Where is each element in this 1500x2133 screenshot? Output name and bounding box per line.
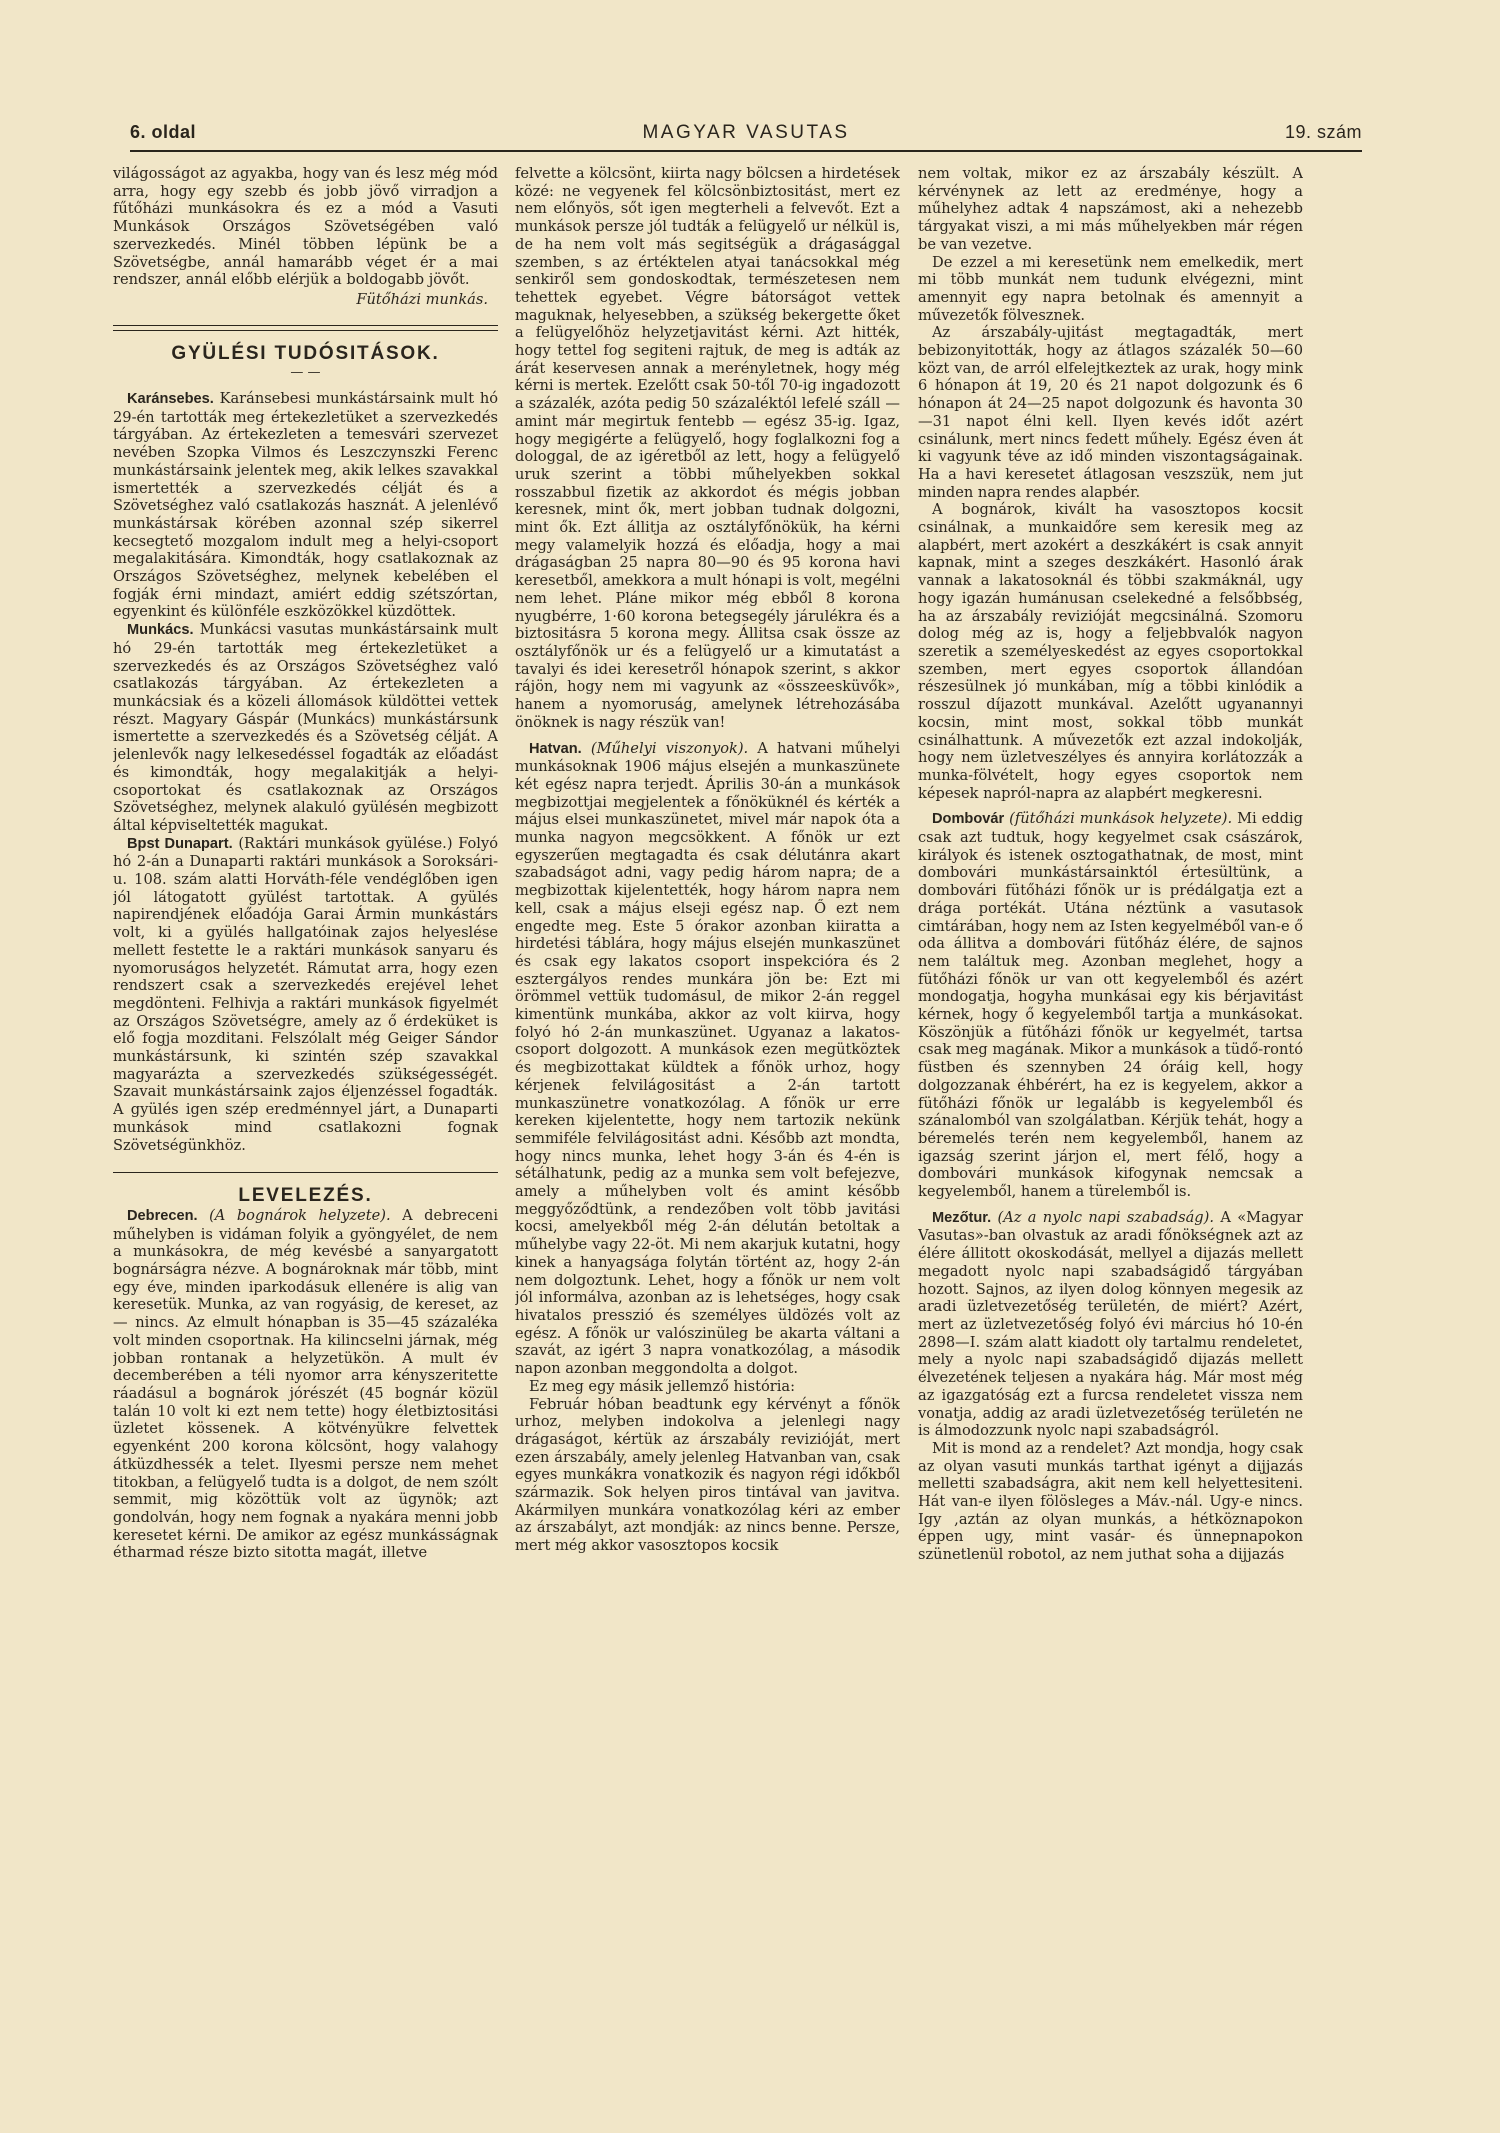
letter-continuation: felvette a kölcsönt, kiirta nagy bölcsen a hirdetések közé: ne vegyenek fel kölcsönbiztositást, mert ez nem előnyös, sőt igen megterheli a felvevőt. Ezt a munkások persze jól tudták a felügyelő ur nélkül is, de ha nem volt más segitségük a drágasággal szemben, s az értéktelen atyai tanácsokkal még senkiről sem gondoskodtak, természetesen nem tehettek egyebet. Végre bátorságot vettek maguknak, helyesebben, a szükség bekergette őket a felügyelőhöz helyzetjavitást kérni. Azt hitték, hogy tettel fog segiteni rajtuk, de meg is adták az árát keservesen annak a merényletnek, hogy még kérni is mertek. Ezelőtt csak 50-től 70-ig ingadozott a százalék, azóta pedig 50 százaléktól lefelé száll — amint már megirtuk fentebb — egész 35-ig. Igaz, hogy megigérte a felügyelő, hogy foglalkozni fog a dologgal, de az igéretből az lett, hogy a felügyelő uruk szerint a többi műhelyekben sokkal rosszabbul fizetik az akkordot és mégis jobban keresnek, mint ők, mert jobban tudnak dolgozni, mint ők. Ezt állitja az osztályfőnökük, ha kérni megy valamelyik hozzá és előadja, hogy a mai drágaságban 25 napra 80—90 és 95 korona havi keresetből, amekkora a mult hónapi is volt, megélni nem lehet. Pláne mikor még ebből 8 korona nyugbérre, 1·60 korona betegsegély járulékra és a biztositásra 5 korona megy. Állitsa csak össze az osztályfőnök ur és a felügyelő ur a kimutatást a tavalyi és idei keresetről hónapok szerint, s akkor rájön, hogy nem mi vagyunk az «összeesküvők», hanem a nyomoruság, amelynek létrehozásába önöknek is nagy részük van! [515, 165, 900, 731]
letter-lead: Dombovár [932, 811, 1005, 828]
letter-paragraph: Ez meg egy másik jellemző história: [529, 1377, 796, 1395]
letter-dombovar [918, 810, 1303, 1200]
letter-hatvan [515, 740, 900, 1378]
letter-subtitle: (Műhelyi viszonyok). [590, 739, 749, 757]
section-title-levelezes: LEVELEZÉS. [238, 1185, 373, 1207]
letter-lead: Mezőtur. [932, 1209, 992, 1226]
report-lead: Karánsebes. [127, 391, 214, 408]
letter-text: A hatvani műhelyi munkásoknak 1906 május elsején a munkaszünete két egész napra terjedt. Április 30-án a munkások megbizottjai megjelentek a főnöküknél és kérték a május elsei munkaszünetet, mivel már napok óta a munka nagyon megcsökkent. A főnök ur ezt egyszerűen megtagadta és csak délutánra akart szabadságot adni, vagy pedig három napra; de a megbizottak kijelentették, hogy három napra nem kell, csak a május elseji egész nap. Ő ezt nem engedte meg. Este 5 órakor azonban kiiratta a hirdetési táblára, hogy május elsején munkaszünet és csak egy lakatos csoport inspekcióra és 2 esztergályos rendes munkára jön be: Ezt mi örömmel vettük tudomásul, de mikor 2-án reggel kimentünk munkába, akkor az volt kiirva, hogy folyó hó 2-án munkaszünet. Ugyanaz a lakatos-csoport dolgozott. A munkások ezen megütköztek és megbizottakat küldtek a főnök urhoz, hogy kérjenek felvilágositást a 2-án tartott munkaszünetre vonatkozólag. A főnök ur erre kereken kijelentette, hogy nem tartozik nekünk semmiféle felvilágositást adni. Később azt mondta, hogy nincs munka, lehet hogy 3-án és 4-én is sétálhatunk, pedig az a munka sem volt befejezve, amely a műhelyben volt és amint később meggyőződtünk, a rendezőben volt több javitási kocsi, amelyekből még 2-án délután betoltak a műhelybe vagy 22-öt. Mi nem akarjuk kutatni, hogy kinek a hanyagsága folytán történt az, hogy 2-án nem dolgoztunk. Lehet, hogy a főnök ur nem volt jól informálva, azonban az is lehetséges, hogy csak hivatalos presszió és személyes üldözés volt az egész. A főnök ur valószinüleg be akarta váltani a szavát, az igért 3 napra vonatkozólag, a második napon azonban meggondolta a dolgot. [515, 739, 900, 1378]
issue-number: 19. szám [1284, 122, 1362, 142]
section-ornament: — — [290, 365, 321, 381]
letter-lead: Hatvan. [529, 740, 582, 757]
report-karansebes [113, 390, 498, 621]
report-text: (Raktári munkások gyülése.) Folyó hó 2-án a Dunaparti raktári munkások a Soroksári-u. 108. szám alatti Horváth-féle vendéglőben igen jól látogatott gyülést tartottak. A gyülés napirendjének előadója Garai Ármin munkástárs volt, ki a gyülés hallgatóinak zajos helyeslése mellett festette le a raktári munkások sanyaru és nyomoruságos helyzetét. Rámutat arra, hogy ezen rendszert csak a szervezkedés erejével lehet megdönteni. Felhivja a raktári munkások figyelmét az Országos Szövetségre, amely az ő érdeküket is elő fogja mozditani. Felszólalt még Geiger Sándor munkástársunk, ki szintén szép szavakkal magyarázta a szervezkedés szükségességét. Szavait munkástársaink zajos éljenzéssel fogadták. A gyülés igen szép eredménnyel járt, a Dunaparti munkások mind csatlakozni fognak Szövetségünkhöz. [113, 834, 498, 1154]
report-lead: Bpst Dunapart. [127, 835, 233, 852]
column-1 [113, 165, 498, 2090]
letter-subtitle: (fütőházi munkások helyzete). [1009, 810, 1233, 828]
letter-paragraph: De ezzel a mi keresetünk nem emelkedik, mert mi több munkát nem tudunk elvégezni, mint amennyit egy napra betolnak és amennyit a művezetők fölvesznek. [918, 253, 1303, 324]
column-3 [918, 165, 1303, 2090]
article-signature: Fütőházi munkás. [356, 290, 488, 308]
newspaper-title: MAGYAR VASUTAS [642, 122, 850, 143]
letter-mezotur [918, 1209, 1303, 1440]
report-bpst-dunapart [113, 835, 498, 1155]
section-divider [113, 325, 498, 331]
report-munkacs [113, 621, 498, 834]
page-number: 6. oldal [130, 122, 197, 142]
letter-paragraph: A bognárok, kivált ha vasosztopos kocsit csinálnak, a munkaidőre sem keresik meg az alapbért, mert azokért a deszkákért is csak annyit kapnak, mint a szeges deszkákért. Hasonló árak vannak a lakatosoknál és többi szakmáknál, ugy hogy igazán humánusan cselekedné a felsőbbség, ha az árszabály revizióját megcsinálná. Szomoru dolog még az is, hogy a feljebbvalók nagyon szeretik a személyeskedést az egyes csoportokkal szemben, mert egyes csoportok állandóan részesülnek jó munkában, míg a többi kinlódik a rosszul díjazott munkával. Azelőtt ugyanannyi kocsin, mint most, sokkal több munkát csinálhattunk. A művezetők ezt azzal indokolják, hogy nem üzletveszélyes és annyira korlátozzák a munka-fölvételt, hogy egyes csoportok nem képesek napról-napra az alapbért megkeresni. [918, 501, 1303, 802]
page-header [130, 118, 1362, 148]
letter-text: Mi eddig csak azt tudtuk, hogy kegyelmet csak császárok, királyok és istenek osztogathatnak, de most, mint dombovári munkástársainktól értesültünk, a dombovári fütőházi főnök ur is prédálgatja ezt a drága portékát. Utána néztünk a vasutasok cimtárában, hogy nem az Isten kegyelméből van-e ő oda állitva a dombovári fütőház élére, de sajnos nem találtuk meg. Azonban meglehet, hogy a fütőházi főnök ur van ott kegyelemből és azért mondogatja, hogyha munkásai egy kis bérjavitást kérnek, hogy ő kegyelemből tartja a munkásokat. Köszönjük a fütőházi főnök ur kegyelmét, tartsa csak meg magának. Mikor a munkások a tüdő-rontó füstben és szennyben 24 óráig kell, hogy dolgozzanak éhbérért, ha ez is kegyelem, akkor a fütőházi főnök ur legalább is kegyelemből és szánalomból van szolgálatban. Kérjük tehát, hogy a béremelés terén nem kegyelemből, hanem az igazság szerint járjon el, mert félő, hogy a dombovári munkások kifogynak nemcsak a kegyelemből, hanem a türelemből is. [918, 810, 1303, 1201]
section-divider [113, 1172, 498, 1173]
letter-subtitle: (Az a nyolc napi szabadság). [997, 1208, 1214, 1226]
report-lead: Munkács. [127, 622, 194, 639]
letter-subtitle: (A bognárok helyzete). [209, 1206, 391, 1224]
letter-continuation: nem voltak, mikor ez az árszabály készült. A kérvénynek az lett az eredménye, hogy a műhelyhez adtak 4 napszámost, aki a nehezebb tárgyakat viszi, a mi más műhelyekben már régen be van vezetve. [918, 165, 1303, 253]
article-continuation: világosságot az agyakba, hogy van és lesz még mód arra, hogy egy szebb és jobb jövő virradjon a fűtőházi munkásokra és ez a mód a Vasuti Munkások Országos Szövetségében való szervezkedés. Minél többen lépünk be a Szövetségbe, annál hamarább véget ér a mai rendszer, annál előbb elérjük a boldogabb jövőt. [113, 165, 498, 289]
letter-debrecen [113, 1207, 498, 1562]
header-rule [130, 150, 1362, 152]
letter-text: A debreceni műhelyben is vidáman folyik a gyöngyélet, de nem a munkásokra, de még kevésbé a sanyargatott bognárságra nézve. A bognároknak már több, mint egy éve, minden iparkodásuk ellenére is alig van keresetük. Munka, az van rogyásig, de kereset, az — nincs. Az elmult hónapban is 35—45 százaléka volt minden csoportnak. Ha kilincselni járnak, még jobban rontanak a helyzetükön. A mult év decemberében a téli nyomor arra kényszeritette ráadásul a bognárok jórészét (45 bognár közül talán 10 volt ki ezt nem tette) hogy életbiztositási üzletet kössenek. A kötvényükre felvettek egyenként 200 korona kölcsönt, hogy valahogy átküzdhessék a telet. Ilyesmi persze nem mehet titokban, a felügyelő tudta is a dolgot, de nem szólt semmit, mig közöttük volt az ügynök; azt gondolván, hogy nem fognak a nyakára menni jobb keresetet kérni. De amikor az egész munkásságnak étharmad része bizto sitotta magát, illetve [113, 1206, 498, 1562]
section-title-gyulesi: GYÜLÉSI TUDÓSITÁSOK. [171, 342, 440, 364]
letter-paragraph: Február hóban beadtunk egy kérvényt a főnök urhoz, melyben indokolva a jelenlegi nagy drágaságot, kértük az árszabály revizióját, mert ezen árszabály, amely jelenleg Hatvanban van, csak egyes munkákra vonatkozik és nagyon régi időkből származik. Sok helyen piros tintával van javitva. Akármilyen munkára vonatkozólag kéri az ember az árszabályt, azt mondják: az nincs benne. Persze, mert még akkor vasosztopos kocsik [515, 1395, 900, 1555]
column-2 [515, 165, 900, 2090]
report-text: Munkácsi vasutas munkástársaink mult hó 29-én tartották meg értekezletüket a szervezkedés és az Országos Szövetséghez való csatlakozás tárgyában. Az értekezleten a munkácsiak és a közeli állomások küldöttei vettek részt. Magyary Gáspár (Munkács) munkástársunk ismertette a szervezkedés és a Szövetség célját. A jelenlevők nagy lelkesedéssel fogadták az előadást és kimondták, hogy megalakitják a helyi-csoportokat és csatlakoznak az Országos Szövetséghez, melynek alakuló gyülésén megbizott által képviseltették magukat. [113, 621, 498, 834]
letter-lead: Debrecen. [127, 1207, 198, 1224]
letter-text: A «Magyar Vasutas»-ban olvastuk az aradi főnökségnek azt az élére állitott okoskodását, mellyel a dijazás mellett megadott nyolc napi szabadságidő tárgyában hozott. Sajnos, az ilyen dolog könnyen megesik az aradi üzletvezetőség területén, de miért? Azért, mert az üzletvezetőség folyó évi március hó 10-én 2898—I. szám alatt kiadott oly tartalmu rendeletet, mely a nyolc napi szabadságidő dijazás mellett élvezetének teljesen a nyakára hág. Már most még az igazgatóság ezt a furcsa rendeletet vissza nem vonatja, addig az aradi üzletvezetőség területén ne is álmodozzunk nyolc napi szabadságról. [918, 1208, 1303, 1440]
letter-paragraph: Mit is mond az a rendelet? Azt mondja, hogy csak az olyan vasuti munkás tarthat igényt a dijjazás melletti szabadságra, akit nem kell helyettesiteni. Hát van-e ilyen fölösleges a Máv.-nál. Ugy-e nincs. Igy ,aztán az olyan munkás, a hétköznapokon éppen ugy, mint vasár- és ünnepnapokon szünetlenül robotol, az nem juthat soha a dijjazás [918, 1439, 1303, 1564]
letter-paragraph: Az árszabály-ujitást megtagadták, mert bebizonyitották, hogy az átlagos százalék 50—60 közt van, de arról elfelejtkeztek az urak, hogy mink 6 hónapon át 19, 20 és 21 napot dolgozunk és 6 hónapon át 24—25 napot dolgozunk és havonta 30—31 napot élni kell. Ilyen kevés időt azért csinálunk, mert nincs fedett műhely. Egész éven át ki vagyunk téve az idő minden viszontagságainak. Ha a havi keresetet átlagosan veszszük, nem jut minden napra rendes alapbér. [918, 324, 1303, 501]
report-text: Karánsebesi munkástársaink mult hó 29-én tartották meg értekezletüket a szervezkedés tárgyában. Az értekezleten a temesvári szervezet nevében Szopka Vilmos és Leszczynszki Ferenc munkástársaink jelentek meg, akik lelkes szavakkal ismertették a szervezkedés célját és a Szövetséghez való csatlakozás hasznát. A jelenlévő munkástársak körében azonnal szép sikerrel kecsegtető mozgalom indult meg a helyi-csoport megalakitására. Kimondták, hogy csatlakoznak az Országos Szövetséghez, melynek kebelében el fogják érni mindazt, amiért eddig szétszórtan, egyenkint és különféle eszközökkel küzdöttek. [113, 390, 498, 621]
